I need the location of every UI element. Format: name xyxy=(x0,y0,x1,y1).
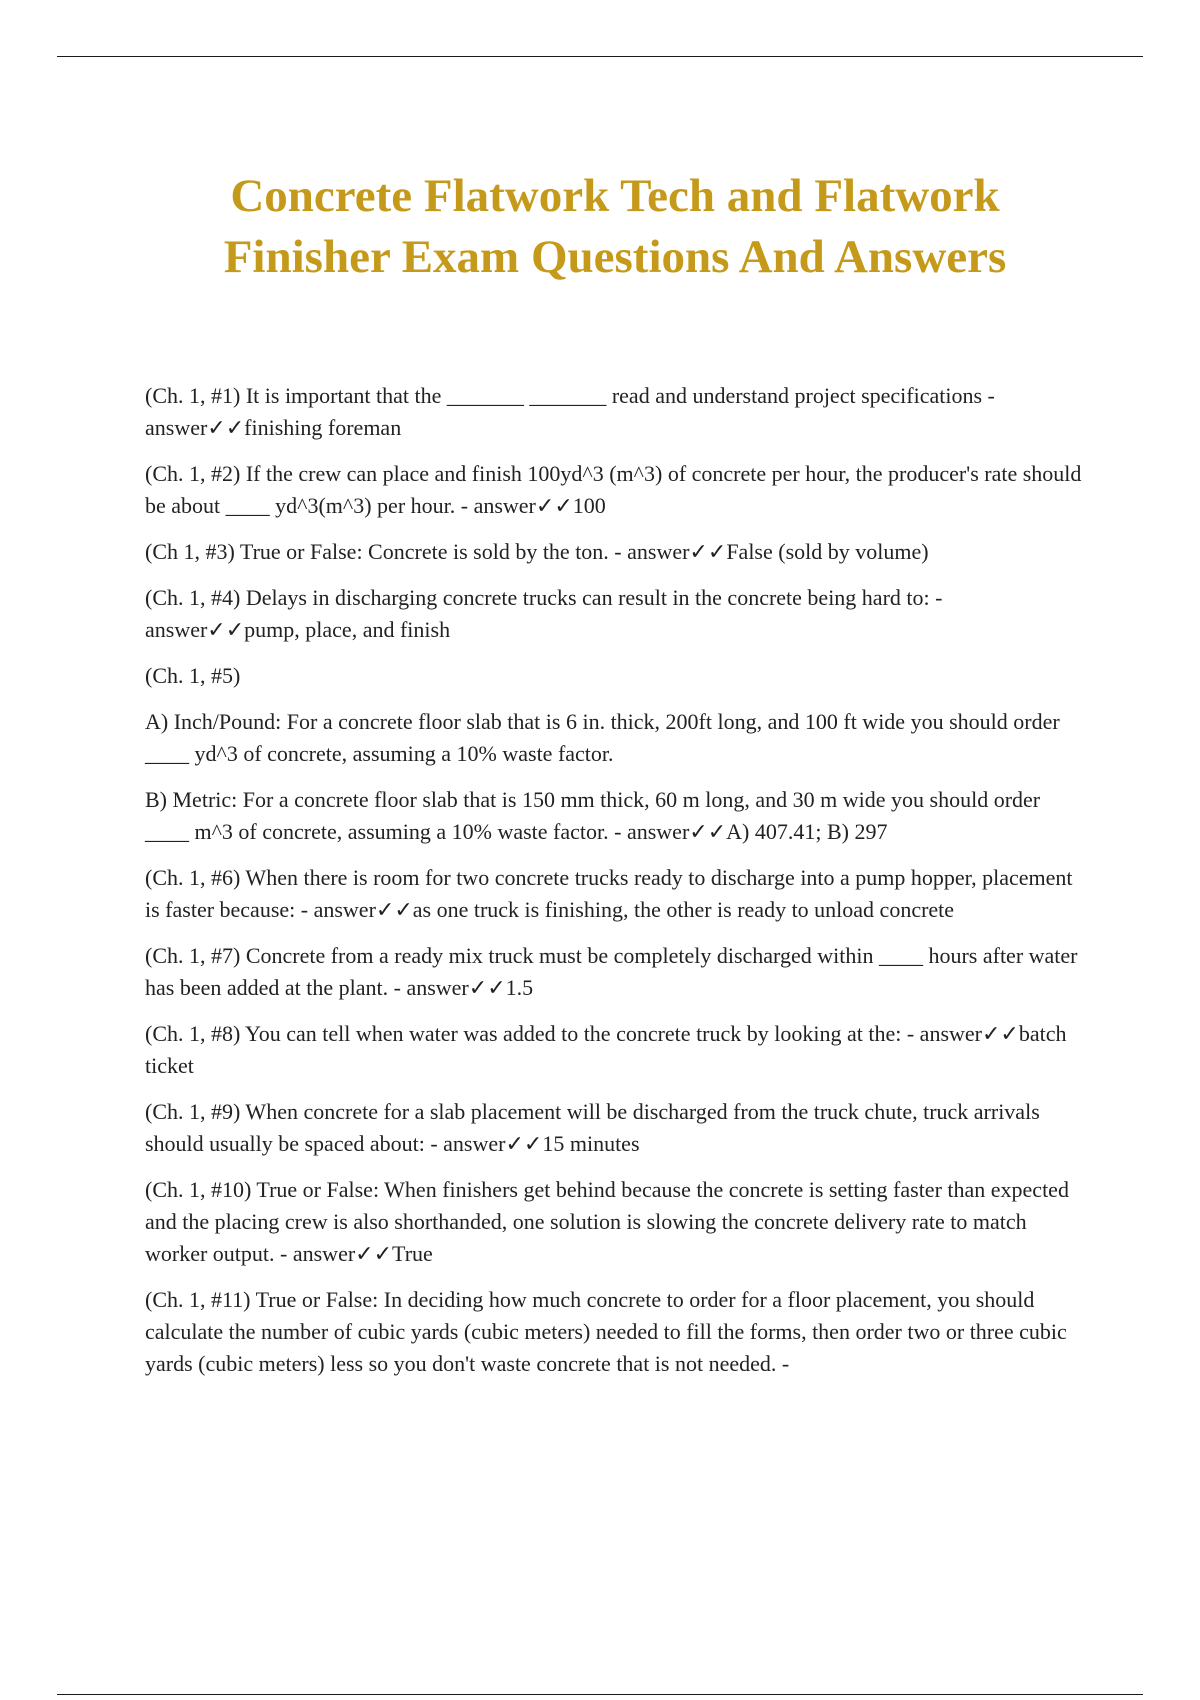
question-text: (Ch. 1, #5) xyxy=(145,663,241,688)
header-rule xyxy=(57,56,1143,57)
qa-item xyxy=(145,1174,1083,1270)
qa-item xyxy=(145,784,1083,848)
answer-text: finishing foreman xyxy=(244,415,402,440)
answer-text: 15 minutes xyxy=(542,1131,640,1156)
document-title xyxy=(100,166,1130,288)
question-text: (Ch 1, #3) True or False: Concrete is sold by the ton. - answer✓✓ xyxy=(145,539,727,564)
qa-item xyxy=(145,940,1083,1004)
qa-item xyxy=(145,380,1083,444)
answer-text: pump, place, and finish xyxy=(244,617,451,642)
qa-item xyxy=(145,1096,1083,1160)
answer-text: batch ticket xyxy=(145,1021,1067,1078)
question-text: (Ch. 1, #7) Concrete from a ready mix truck must be completely discharged within ____ hours after water has been added at the plant. - answer✓✓ xyxy=(145,943,1078,1000)
qa-item xyxy=(145,862,1083,926)
question-text: (Ch. 1, #4) Delays in discharging concrete trucks can result in the concrete being hard to: - answer✓✓ xyxy=(145,585,943,642)
answer-text: 100 xyxy=(572,493,606,518)
question-text: (Ch. 1, #11) True or False: In deciding how much concrete to order for a floor placement, you should calculate the number of cubic yards (cubic meters) needed to fill the forms, then order two or three cubic yards (cubic meters) less so you don't waste concrete that is not needed. - xyxy=(145,1287,1067,1376)
qa-list xyxy=(145,380,1083,1394)
question-text: (Ch. 1, #10) True or False: When finishers get behind because the concrete is setting faster than expected and the placing crew is also shorthanded, one solution is slowing the concrete delivery rate to match worker output. - answer✓✓ xyxy=(145,1177,1069,1266)
question-text: A) Inch/Pound: For a concrete floor slab that is 6 in. thick, 200ft long, and 100 ft wide you should order ____ yd^3 of concrete, assuming a 10% waste factor. xyxy=(145,709,1060,766)
qa-item xyxy=(145,1284,1083,1380)
question-text: (Ch. 1, #1) It is important that the _______ _______ read and understand project specifications - answer✓✓ xyxy=(145,383,995,440)
title-line-2: Finisher Exam Questions And Answers xyxy=(223,231,1007,283)
qa-item xyxy=(145,458,1083,522)
answer-text: as one truck is finishing, the other is ready to unload concrete xyxy=(412,897,955,922)
answer-text: 1.5 xyxy=(505,975,534,1000)
answer-text: True xyxy=(392,1241,433,1266)
answer-text: A) 407.41; B) 297 xyxy=(726,819,888,844)
question-text: B) Metric: For a concrete floor slab that is 150 mm thick, 60 m long, and 30 m wide you should order ____ m^3 of concrete, assuming a 10% waste factor. - answer✓✓ xyxy=(145,787,1041,844)
title-line-1: Concrete Flatwork Tech and Flatwork xyxy=(230,170,1000,222)
qa-item xyxy=(145,1018,1083,1082)
question-text: (Ch. 1, #2) If the crew can place and finish 100yd^3 (m^3) of concrete per hour, the producer's rate should be about ____ yd^3(m^3) per hour. - answer✓✓ xyxy=(145,461,1082,518)
qa-item xyxy=(145,536,1083,568)
qa-item xyxy=(145,706,1083,770)
footer-rule xyxy=(57,1694,1143,1695)
qa-item xyxy=(145,660,1083,692)
qa-item xyxy=(145,582,1083,646)
question-text: (Ch. 1, #6) When there is room for two concrete trucks ready to discharge into a pump hopper, placement is faster because: - answer✓✓ xyxy=(145,865,1073,922)
question-text: (Ch. 1, #9) When concrete for a slab placement will be discharged from the truck chute, truck arrivals should usually be spaced about: - answer✓✓ xyxy=(145,1099,1040,1156)
answer-text: False (sold by volume) xyxy=(726,539,929,564)
question-text: (Ch. 1, #8) You can tell when water was added to the concrete truck by looking at the: - answer✓✓ xyxy=(145,1021,1019,1046)
